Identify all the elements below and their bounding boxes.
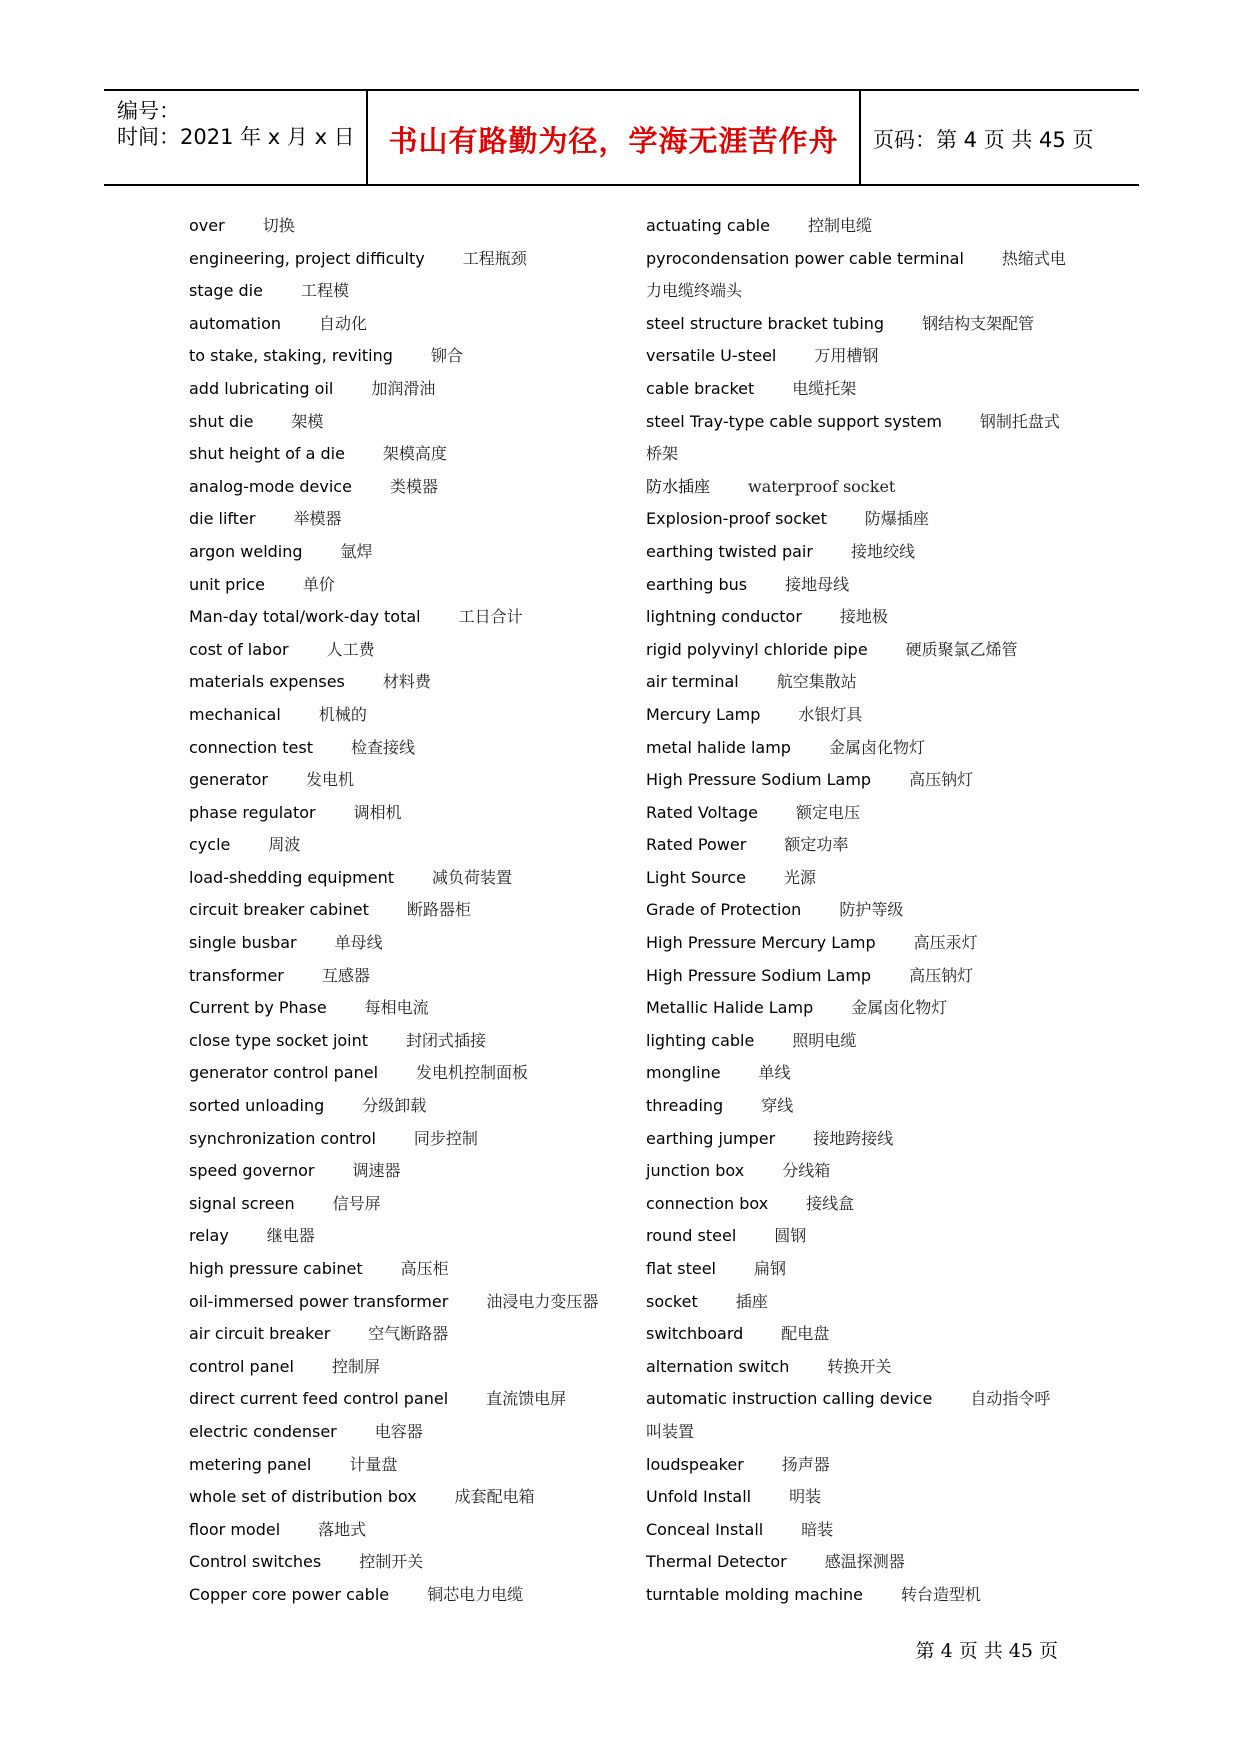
term-chinese: 单线 [758,1063,791,1083]
glossary-entry [189,1579,609,1612]
glossary-entry [189,275,609,308]
header-motto-cell [368,91,861,184]
term-english: Conceal Install [646,1519,764,1539]
glossary-entry [646,992,1066,1025]
term-english: die lifter [189,509,256,529]
glossary-entry [646,1090,1066,1123]
glossary-entry [189,601,609,634]
term-chinese: 继电器 [266,1226,315,1246]
term-english: air terminal [646,672,739,692]
term-chinese: 切换 [262,216,295,235]
glossary-entry [646,1383,1066,1448]
document-time-label: 时间：2021 年 x 月 x 日 [117,125,355,149]
term-chinese: 接地绞线 [850,541,915,561]
term-chinese: 明装 [789,1487,822,1507]
glossary-entry [646,1318,1066,1351]
term-english: floor model [189,1519,281,1539]
term-english: loudspeaker [646,1454,744,1474]
glossary-entry [646,927,1066,960]
term-english: Thermal Detector [646,1552,787,1572]
glossary-entry [189,340,609,373]
glossary-entry [189,1220,609,1253]
term-chinese: 配电盘 [781,1324,830,1344]
term-chinese: 自动化 [319,313,368,333]
term-chinese: 加润滑油 [371,378,436,398]
glossary-entry [646,536,1066,569]
term-chinese: 调速器 [352,1161,401,1181]
term-chinese: 每相电流 [364,998,429,1018]
term-english: 防水插座 [646,476,711,496]
term-chinese: 金属卤化物灯 [851,998,948,1018]
term-english: materials expenses [189,672,345,692]
term-chinese: 接地极 [839,607,888,627]
term-english: air circuit breaker [189,1324,331,1344]
term-english: steel structure bracket tubing [646,313,885,333]
glossary-entry [189,1123,609,1156]
header-motto: 书山有路勤为径，学海无涯苦作舟 [388,124,839,158]
term-english: rigid polyvinyl chloride pipe [646,639,868,659]
glossary-entry [189,1025,609,1058]
document-number-label: 编号： [117,99,180,123]
term-chinese: 电缆托架 [792,378,857,398]
glossary-entry [646,373,1066,406]
term-chinese: 铜芯电力电缆 [427,1584,524,1604]
term-chinese: 扁钢 [753,1259,786,1278]
term-chinese: 断路器柜 [406,900,471,920]
glossary-entry [646,1546,1066,1579]
glossary-entry [189,1546,609,1579]
glossary-entry [646,699,1066,732]
glossary-entry [189,308,609,341]
term-chinese: 穿线 [761,1096,794,1116]
term-chinese: 检查接线 [350,737,415,757]
glossary-entry [646,797,1066,830]
glossary-entry [646,1579,1066,1612]
glossary-entry [189,210,609,243]
glossary-entry [189,732,609,765]
term-english: Current by Phase [189,998,327,1018]
glossary-entry [189,634,609,667]
term-chinese: 架模 [291,411,324,431]
term-chinese: 高压钠灯 [909,965,974,985]
term-chinese: 发电机控制面板 [416,1063,529,1083]
glossary-entry [646,503,1066,536]
term-chinese: 直流馈电屏 [486,1389,567,1409]
glossary-entry [189,1318,609,1351]
term-chinese: 空气断路器 [368,1324,449,1344]
term-english: mechanical [189,704,281,724]
term-english: Rated Power [646,835,747,855]
term-chinese: 同步控制 [413,1128,478,1148]
glossary-entry [189,438,609,471]
term-english: sorted unloading [189,1096,325,1116]
term-english: connection box [646,1193,769,1213]
glossary-entry [646,894,1066,927]
glossary-entry [646,1025,1066,1058]
glossary-entry [646,601,1066,634]
term-english: socket [646,1291,698,1311]
glossary-entry [189,1155,609,1188]
glossary-entry [189,536,609,569]
term-chinese: 额定电压 [795,802,860,822]
term-chinese: 控制开关 [359,1552,424,1572]
term-chinese: 分线箱 [782,1161,831,1181]
term-english: Control switches [189,1552,322,1572]
glossary-entry [189,1286,609,1319]
glossary-entry [189,927,609,960]
term-chinese: 万用槽钢 [814,346,879,366]
glossary-right-column [646,210,1066,1612]
glossary-entry [189,1449,609,1482]
term-english: cost of labor [189,639,289,659]
glossary-entry [646,1057,1066,1090]
term-english: shut die [189,411,254,431]
glossary-entry [646,210,1066,243]
term-english: single busbar [189,933,297,953]
term-english: lighting cable [646,1030,755,1050]
term-chinese: 单母线 [334,933,383,953]
term-chinese: 互感器 [321,965,370,985]
term-chinese: 材料费 [382,672,431,692]
term-english: circuit breaker cabinet [189,900,369,920]
glossary-entry [189,829,609,862]
term-english: cable bracket [646,378,755,398]
glossary-entry [189,1090,609,1123]
term-chinese: 单价 [302,574,335,594]
term-english: earthing bus [646,574,748,594]
term-chinese: 额定功率 [784,835,849,855]
term-chinese: 航空集散站 [776,672,857,692]
term-english: switchboard [646,1324,744,1344]
glossary-entry [646,1123,1066,1156]
glossary-entry [189,764,609,797]
term-chinese: 控制电缆 [807,216,872,235]
glossary-entry [646,666,1066,699]
glossary-entry [189,1481,609,1514]
term-english: connection test [189,737,313,757]
term-english: threading [646,1096,724,1116]
term-english: round steel [646,1226,737,1246]
term-english: close type socket joint [189,1030,369,1050]
glossary-entry [646,1286,1066,1319]
term-chinese: 落地式 [318,1519,367,1539]
term-chinese: 暗装 [801,1519,834,1539]
term-english: stage die [189,281,263,301]
header-page-cell [861,91,1139,184]
glossary-entry [189,1514,609,1547]
term-english: Grade of Protection [646,900,802,920]
term-chinese: 发电机 [306,770,355,790]
glossary-entry [189,797,609,830]
term-chinese: 自动指令呼叫装置 [646,1389,1051,1441]
glossary-entry [646,569,1066,602]
term-english: metal halide lamp [646,737,791,757]
glossary-entry [189,569,609,602]
term-chinese: 转台造型机 [901,1584,982,1604]
glossary-entry [646,829,1066,862]
glossary-entry [189,503,609,536]
term-chinese: 人工费 [326,639,375,659]
term-english: flat steel [646,1259,716,1278]
term-english: versatile U-steel [646,346,777,366]
glossary-entry [189,406,609,439]
term-english: over [189,216,225,235]
page-header [104,89,1139,186]
term-english: metering panel [189,1454,312,1474]
glossary-entry [189,960,609,993]
term-english: unit price [189,574,265,594]
term-english: High Pressure Sodium Lamp [646,770,872,790]
term-english: Metallic Halide Lamp [646,998,814,1018]
term-chinese: 金属卤化物灯 [828,737,925,757]
term-chinese: 工程模 [300,281,349,301]
term-chinese: 热缩式电力电缆终端头 [646,248,1066,301]
term-chinese: 计量盘 [349,1454,398,1474]
term-chinese: 封闭式插接 [406,1030,487,1050]
glossary-entry [646,406,1066,471]
glossary-entry [646,1514,1066,1547]
term-chinese: 高压钠灯 [909,770,974,790]
term-english: argon welding [189,541,303,561]
term-english: Rated Voltage [646,802,758,822]
term-chinese: 铆合 [430,346,463,366]
glossary-entry [646,960,1066,993]
glossary-entry [646,1155,1066,1188]
term-english: control panel [189,1356,294,1376]
glossary-entry [189,862,609,895]
term-chinese: 类模器 [389,476,438,496]
term-english: phase regulator [189,802,316,822]
term-english: generator control panel [189,1063,379,1083]
term-chinese: 高压汞灯 [913,933,978,953]
header-page-code: 页码：第 4 页 共 45 页 [873,128,1094,152]
term-english: electric condenser [189,1421,337,1441]
term-chinese: 感温探测器 [824,1552,905,1572]
glossary-entry [646,340,1066,373]
term-english: whole set of distribution box [189,1487,417,1507]
term-english: pyrocondensation power cable terminal [646,248,964,268]
glossary-entry [646,634,1066,667]
term-chinese: 高压柜 [400,1259,449,1278]
term-chinese: 控制屏 [331,1356,380,1376]
term-chinese: 架模高度 [382,444,447,464]
term-chinese: waterproof socket [748,476,896,496]
term-english: Copper core power cable [189,1584,390,1604]
term-chinese: 钢制托盘式桥架 [646,411,1060,464]
glossary-entry [646,308,1066,341]
term-english: automatic instruction calling device [646,1389,933,1409]
glossary-entry [646,471,1066,504]
glossary-entry [189,992,609,1025]
glossary-entry [189,1057,609,1090]
header-info-cell [104,91,368,184]
term-english: direct current feed control panel [189,1389,449,1409]
term-english: transformer [189,965,284,985]
term-chinese: 照明电缆 [792,1030,857,1050]
term-english: earthing jumper [646,1128,776,1148]
glossary-entry [646,243,1066,308]
glossary-entry [189,1188,609,1221]
term-chinese: 扬声器 [781,1454,830,1474]
term-english: analog-mode device [189,476,352,496]
term-chinese: 周波 [268,835,301,855]
term-chinese: 调相机 [353,802,402,822]
glossary-entry [189,1416,609,1449]
term-english: High Pressure Mercury Lamp [646,933,876,953]
term-chinese: 电容器 [374,1421,423,1441]
term-chinese: 水银灯具 [798,704,863,724]
term-english: Mercury Lamp [646,704,761,724]
glossary-entry [646,1449,1066,1482]
term-chinese: 分级卸载 [362,1096,427,1116]
term-english: Light Source [646,867,746,887]
term-english: Explosion-proof socket [646,509,827,529]
term-english: automation [189,313,282,333]
glossary-entry [646,1220,1066,1253]
term-english: actuating cable [646,216,770,235]
term-chinese: 插座 [735,1291,768,1311]
term-english: oil-immersed power transformer [189,1291,449,1311]
term-chinese: 信号屏 [332,1193,381,1213]
term-english: Unfold Install [646,1487,752,1507]
glossary-entry [646,1351,1066,1384]
term-english: steel Tray-type cable support system [646,411,942,431]
glossary-entry [646,732,1066,765]
term-english: Man-day total/work-day total [189,607,421,627]
term-english: generator [189,770,269,790]
term-chinese: 硬质聚氯乙烯管 [905,639,1018,659]
glossary-entry [189,471,609,504]
term-english: speed governor [189,1161,315,1181]
glossary-entry [189,1351,609,1384]
term-english: lightning conductor [646,607,802,627]
term-english: junction box [646,1161,745,1181]
page-footer: 第 4 页 共 45 页 [915,1640,1058,1662]
glossary-entry [189,894,609,927]
term-chinese: 举模器 [293,509,342,529]
term-chinese: 机械的 [318,704,367,724]
glossary-entry [646,1253,1066,1286]
term-chinese: 接地母线 [785,574,850,594]
glossary-entry [646,1481,1066,1514]
term-chinese: 氩焊 [340,541,373,561]
glossary-entry [189,243,609,276]
term-chinese: 接地跨接线 [813,1128,894,1148]
term-chinese: 转换开关 [827,1356,892,1376]
glossary-entry [189,699,609,732]
term-english: to stake, staking, reviting [189,346,393,366]
term-english: shut height of a die [189,444,345,464]
term-chinese: 减负荷装置 [432,867,513,887]
term-english: alternation switch [646,1356,790,1376]
term-chinese: 接线盒 [806,1193,855,1213]
glossary-left-column [189,210,609,1612]
term-english: signal screen [189,1193,295,1213]
term-chinese: 工程瓶颈 [462,248,527,268]
glossary-entry [189,666,609,699]
term-chinese: 工日合计 [458,607,523,627]
glossary-entry [189,373,609,406]
term-chinese: 钢结构支架配管 [922,313,1035,333]
term-chinese: 防爆插座 [864,509,929,529]
term-english: High Pressure Sodium Lamp [646,965,872,985]
term-english: high pressure cabinet [189,1259,363,1278]
term-english: engineering, project difficulty [189,248,425,268]
term-chinese: 油浸电力变压器 [486,1291,599,1311]
glossary-entry [646,764,1066,797]
term-chinese: 成套配电箱 [454,1487,535,1507]
term-chinese: 圆钢 [774,1226,807,1246]
term-english: cycle [189,835,231,855]
term-english: load-shedding equipment [189,867,395,887]
term-english: mongline [646,1063,721,1083]
term-chinese: 防护等级 [839,900,904,920]
glossary-entry [189,1383,609,1416]
term-english: relay [189,1226,229,1246]
term-english: earthing twisted pair [646,541,813,561]
term-english: turntable molding machine [646,1584,864,1604]
glossary-entry [646,1188,1066,1221]
glossary-entry [189,1253,609,1286]
term-chinese: 光源 [783,867,816,887]
glossary-entry [646,862,1066,895]
term-english: add lubricating oil [189,378,334,398]
term-english: synchronization control [189,1128,376,1148]
